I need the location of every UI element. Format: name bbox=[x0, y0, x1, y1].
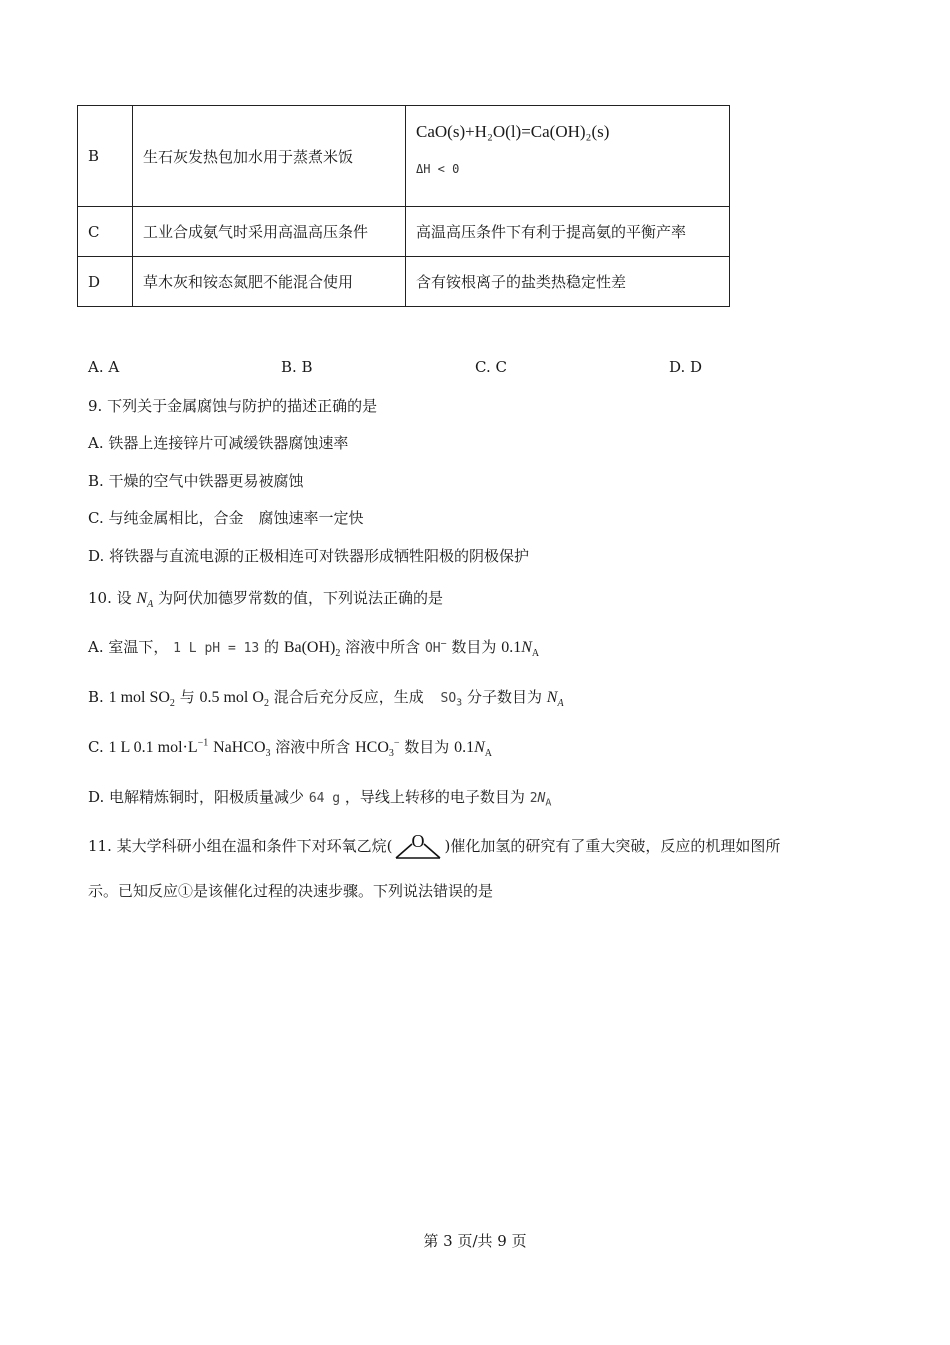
q10d-mass: 64 g bbox=[308, 791, 341, 806]
avogadro-symbol bbox=[136, 590, 154, 611]
q10c-salt bbox=[213, 739, 271, 760]
q10a-prefix: A. 室温下， bbox=[88, 638, 169, 656]
q10-option-a bbox=[88, 636, 539, 659]
choice-b: B. B bbox=[281, 358, 313, 376]
q10a-base bbox=[283, 639, 341, 660]
q10c-text: 溶液中所含 bbox=[275, 738, 351, 756]
q10d-value bbox=[529, 791, 552, 809]
q11-stem-prefix: 11. 某大学科研小组在温和条件下对环氧乙烷( bbox=[88, 837, 393, 855]
row-practice: 生石灰发热包加水用于蒸煮米饭 bbox=[133, 106, 406, 207]
ion-subscript: 3 bbox=[388, 748, 394, 760]
enthalpy-change: ΔH < 0 bbox=[416, 162, 460, 176]
table-row bbox=[78, 257, 730, 307]
q10a-text: 数目为 bbox=[451, 638, 497, 656]
row-practice: 工业合成氨气时采用高温高压条件 bbox=[133, 207, 406, 257]
na-subscript: A bbox=[147, 599, 154, 611]
q10-option-b bbox=[88, 686, 564, 709]
epoxide-ring-structure bbox=[392, 832, 444, 862]
row-label: B bbox=[78, 106, 133, 207]
q9-option-a: A. 铁器上连接锌片可减缓铁器腐蚀速率 bbox=[88, 434, 349, 452]
q11-stem-suffix: )催化加氢的研究有了重大突破，反应的机理如图所 bbox=[444, 837, 781, 855]
na-subscript: A bbox=[484, 748, 492, 760]
product-formula: SO bbox=[440, 691, 457, 706]
value-number: 0.1 bbox=[501, 639, 522, 656]
amount-text: 0.5 mol O bbox=[199, 689, 264, 706]
q10d-prefix: D. 电解精炼铜时，阳极质量减少 bbox=[88, 788, 305, 806]
na-subscript: A bbox=[531, 648, 540, 660]
row-practice: 草木灰和铵态氮肥不能混合使用 bbox=[133, 257, 406, 307]
row-reason: 含有铵根离子的盐类热稳定性差 bbox=[406, 257, 730, 307]
q10c-value bbox=[454, 739, 492, 760]
choice-c: C. C bbox=[475, 358, 507, 376]
ring-bond-left bbox=[396, 844, 412, 858]
concentration-text: 1 L 0.1 mol·L bbox=[108, 739, 198, 756]
options-table bbox=[77, 105, 730, 307]
q10-stem-suffix: 为阿伏加德罗常数的值，下列说法正确的是 bbox=[157, 589, 443, 607]
row-label: D bbox=[78, 257, 133, 307]
base-subscript: 2 bbox=[335, 648, 341, 660]
q10d-text: ，导线上转移的电子数目为 bbox=[344, 788, 525, 806]
choice-a: A. A bbox=[88, 358, 120, 376]
question-10-stem bbox=[88, 587, 443, 610]
q10a-volume-ph: 1 L pH = 13 bbox=[173, 641, 260, 656]
value-number: 0.1 bbox=[454, 739, 475, 756]
q10-stem-prefix: 10. 设 bbox=[88, 589, 132, 607]
na-subscript: A bbox=[557, 698, 564, 710]
row-reason bbox=[406, 106, 730, 207]
q10c-text: 数目为 bbox=[404, 738, 450, 756]
q9-option-b: B. 干燥的空气中铁器更易被腐蚀 bbox=[88, 472, 304, 490]
avogadro-symbol bbox=[546, 689, 564, 710]
question-9-stem: 9. 下列关于金属腐蚀与防护的描述正确的是 bbox=[88, 397, 378, 415]
ion-charge: − bbox=[440, 638, 447, 650]
amount-subscript: 2 bbox=[169, 698, 175, 710]
question-11-stem bbox=[88, 832, 780, 862]
choice-d: D. D bbox=[669, 358, 703, 376]
q10c-concentration bbox=[108, 739, 208, 756]
ring-bond-right bbox=[424, 844, 440, 858]
q10b-amount-2 bbox=[199, 689, 269, 710]
na-letter: N bbox=[537, 791, 546, 806]
ion-formula: OH bbox=[424, 641, 441, 656]
row-reason: 高温高压条件下有利于提高氨的平衡产率 bbox=[406, 207, 730, 257]
ion-charge: − bbox=[393, 737, 400, 749]
page-number-footer: 第 3 页/共 9 页 bbox=[423, 1232, 527, 1250]
salt-subscript: 3 bbox=[265, 748, 271, 760]
q10a-ion bbox=[424, 638, 447, 656]
oxygen-atom-label: O bbox=[411, 832, 425, 851]
value-number: 2 bbox=[529, 791, 538, 806]
na-letter: N bbox=[521, 639, 532, 656]
na-letter: N bbox=[474, 739, 485, 756]
table-row bbox=[78, 106, 730, 207]
q10-option-c bbox=[88, 736, 492, 759]
q10b-text: 与 bbox=[179, 688, 195, 706]
q10a-text: 溶液中所含 bbox=[345, 638, 421, 656]
base-formula: Ba(OH) bbox=[283, 639, 336, 656]
salt-formula: NaHCO bbox=[213, 739, 266, 756]
row-label: C bbox=[78, 207, 133, 257]
q10b-text: 分子数目为 bbox=[466, 688, 542, 706]
reaction-equation: CaO(s)+H₂O(l)=Ca(OH)₂(s) bbox=[416, 122, 610, 141]
q10c-ion bbox=[355, 737, 400, 760]
q9-option-d: D. 将铁器与直流电源的正极相连可对铁器形成牺牲阳极的阴极保护 bbox=[88, 547, 530, 565]
q10a-value bbox=[501, 639, 540, 660]
q10b-text: 混合后充分反应，生成 bbox=[273, 688, 424, 706]
q9-option-c: C. 与纯金属相比，合金 腐蚀速率一定快 bbox=[88, 509, 364, 527]
na-letter: N bbox=[546, 689, 558, 706]
q10c-prefix: C. bbox=[88, 738, 109, 756]
table-row bbox=[78, 207, 730, 257]
product-subscript: 3 bbox=[456, 697, 463, 709]
ion-formula: HCO bbox=[355, 739, 389, 756]
question-11-line-2: 示。已知反应①是该催化过程的决速步骤。下列说法错误的是 bbox=[88, 882, 494, 900]
na-letter: N bbox=[136, 590, 148, 607]
amount-subscript: 2 bbox=[263, 698, 269, 710]
q10a-text: 的 bbox=[264, 638, 280, 656]
q10-option-d bbox=[88, 786, 551, 809]
amount-text: 1 mol SO bbox=[108, 689, 170, 706]
q10b-product bbox=[440, 691, 463, 709]
na-subscript: A bbox=[545, 797, 552, 809]
concentration-exponent: −1 bbox=[197, 737, 209, 749]
q10b-amount-1 bbox=[108, 689, 175, 710]
q10b-prefix: B. bbox=[88, 688, 109, 706]
